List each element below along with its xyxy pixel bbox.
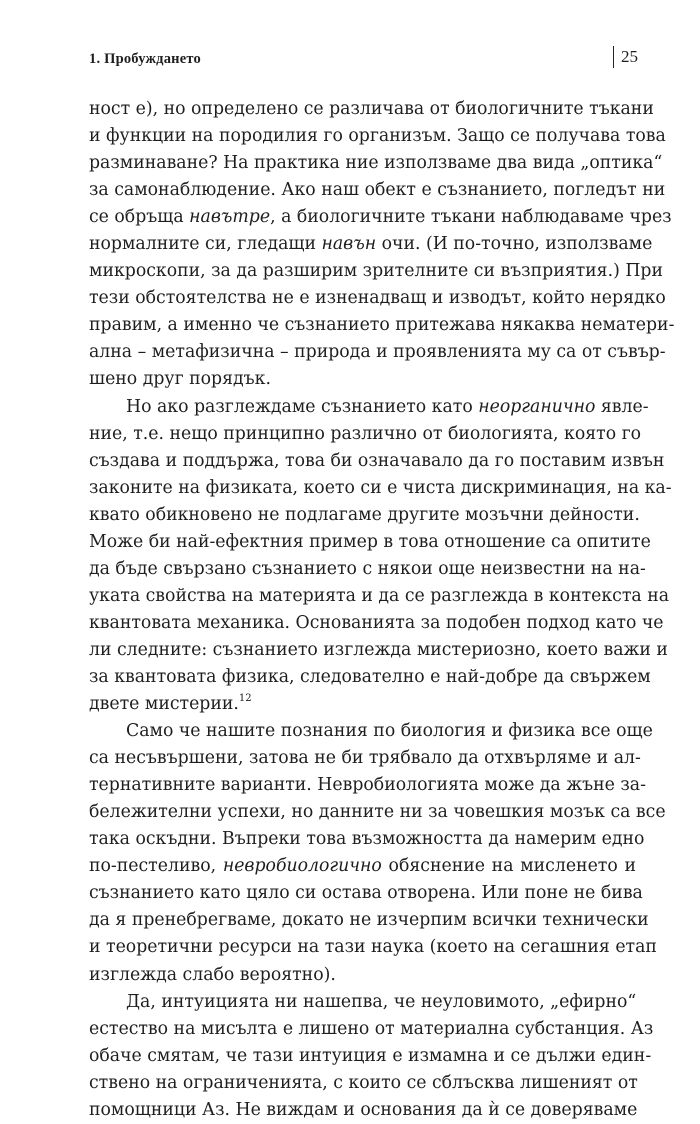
- text-line: [89, 880, 643, 907]
- text-segment: микроскопи, за да разширим зрителните си възприятия.) При: [89, 261, 663, 282]
- italic-text: навън: [321, 234, 377, 255]
- text-segment: обаче смятам, че тази интуиция е измамна и се дължи един-: [89, 1045, 652, 1066]
- text-segment: квато обикновено не подлагаме другите мозъчни дейности.: [89, 504, 640, 525]
- running-header: [89, 46, 638, 72]
- text-segment: явле-: [595, 396, 649, 417]
- text-segment: за квантовата физика, следователно е най-добре да свържем: [89, 666, 651, 687]
- text-line: [89, 366, 636, 393]
- italic-text: невробиологично: [222, 856, 382, 877]
- text-line: [89, 799, 666, 826]
- header-divider: [613, 46, 614, 68]
- text-segment: така оскъдни. Въпреки това възможността да намерим едно: [89, 829, 645, 850]
- text-line: [89, 150, 663, 177]
- text-segment: уката свойства на материята и да се разглежда в контекста на: [89, 585, 670, 606]
- page-number: 25: [621, 47, 638, 66]
- text-line: [89, 962, 636, 989]
- text-segment: правим, а именно че съзнанието притежава някаква нематери-: [89, 315, 675, 336]
- body-text: [89, 96, 675, 1124]
- text-line: [89, 772, 646, 799]
- text-segment: Да, интуицията ни нашепва, че неуловимото, „ефирно“: [126, 991, 637, 1012]
- text-line: [89, 448, 665, 475]
- text-segment: се обръща: [89, 207, 190, 228]
- text-line: [89, 339, 666, 366]
- text-segment: по-пестеливо,: [89, 856, 223, 877]
- text-segment: да я пренебрегваме, докато не изчерпим всички технически: [89, 910, 649, 931]
- text-segment: тези обстоятелства не е изненадващ и изводът, който нерядко: [89, 288, 666, 309]
- text-segment: да бъде свързано съзнанието с някои още неизвестни на на-: [89, 558, 646, 579]
- text-segment: изглежда слабо вероятно).: [89, 964, 336, 985]
- text-line: [89, 934, 657, 961]
- text-segment: разминаване? На практика ние използваме два вида „оптика“: [89, 153, 663, 174]
- text-line: [89, 502, 640, 529]
- text-line: [89, 610, 664, 637]
- text-segment: Само че нашите познания по биология и физика все още: [126, 721, 653, 742]
- text-segment: шено друг порядък.: [89, 369, 271, 390]
- text-segment: са несъвършени, затова не би трябвало да отхвърляме и ал-: [89, 748, 641, 769]
- text-line: [89, 123, 666, 150]
- text-segment: тернативните варианти. Невробиологията може да жъне за-: [89, 775, 646, 796]
- text-segment: обяснение на мисленето и: [381, 856, 636, 877]
- text-segment: бележителни успехи, но данните ни за човешкия мозък са все: [89, 802, 666, 823]
- text-line: [89, 745, 641, 772]
- text-line: [89, 312, 675, 339]
- text-line: [89, 691, 636, 718]
- text-line: [89, 718, 653, 745]
- text-line: [89, 1043, 652, 1070]
- text-line: [89, 96, 654, 123]
- text-line: [89, 664, 651, 691]
- text-segment: за самонаблюдение. Ако наш обект е съзнанието, погледът ни: [89, 180, 666, 201]
- text-line: [89, 826, 645, 853]
- text-line: [89, 1070, 636, 1097]
- text-segment: създава и поддържа, това би означавало да го поставим извън: [89, 450, 665, 471]
- text-line: [89, 989, 636, 1016]
- text-line: [89, 853, 636, 880]
- text-line: [89, 204, 672, 231]
- text-line: [89, 231, 653, 258]
- text-segment: , а биологичните тъкани наблюдаваме чрез: [270, 207, 672, 228]
- text-segment: ние, т.е. нещо принципно различно от биологията, която го: [89, 423, 642, 444]
- text-segment: помощници Аз. Не виждам и основания да ѝ се доверяваме: [89, 1099, 638, 1120]
- text-line: [89, 285, 666, 312]
- text-line: [89, 394, 649, 421]
- text-line: [89, 907, 649, 934]
- text-segment: квантовата механика. Основанията за подобен подход като че: [89, 612, 664, 633]
- text-line: [89, 258, 663, 285]
- text-line: [89, 421, 642, 448]
- italic-text: навътре: [189, 207, 271, 228]
- footnote-ref: 12: [238, 693, 252, 705]
- text-segment: Може би най-ефектния пример в това отношение са опитите: [89, 531, 651, 552]
- text-line: [89, 637, 668, 664]
- text-segment: съзнанието като цяло си остава отворена. Или поне не бива: [89, 883, 643, 904]
- text-line: [89, 529, 651, 556]
- chapter-title: 1. Пробуждането: [89, 51, 201, 67]
- text-segment: ствено на ограниченията, с които се сблъсква лишеният от: [89, 1072, 638, 1093]
- text-segment: нормалните си, гледащи: [89, 234, 322, 255]
- text-segment: естество на мисълта е лишено от материална субстанция. Аз: [89, 1018, 654, 1039]
- text-segment: законите на физиката, което си е чиста дискриминация, на ка-: [89, 477, 672, 498]
- text-segment: ност е), но определено се различава от биологичните тъкани: [89, 99, 654, 119]
- text-segment: ална – метафизична – природа и проявленията му са от съвър-: [89, 342, 666, 363]
- text-line: [89, 556, 646, 583]
- text-segment: двете мистерии.: [89, 694, 239, 715]
- text-line: [89, 1097, 636, 1124]
- text-segment: и теоретични ресурси на тази наука (което на сегашния етап: [89, 937, 657, 958]
- text-line: [89, 1016, 654, 1043]
- page-number-block: [613, 46, 638, 68]
- text-line: [89, 583, 670, 610]
- text-segment: и функции на породилия го организъм. Защо се получава това: [89, 126, 666, 147]
- text-segment: очи. (И по-точно, използваме: [376, 234, 653, 255]
- text-segment: Но ако разглеждаме съзнанието като: [126, 396, 479, 417]
- text-line: [89, 177, 666, 204]
- text-segment: ли следните: съзнанието изглежда мистериозно, което важи и: [89, 639, 668, 660]
- text-line: [89, 475, 672, 502]
- italic-text: неорганично: [478, 396, 596, 417]
